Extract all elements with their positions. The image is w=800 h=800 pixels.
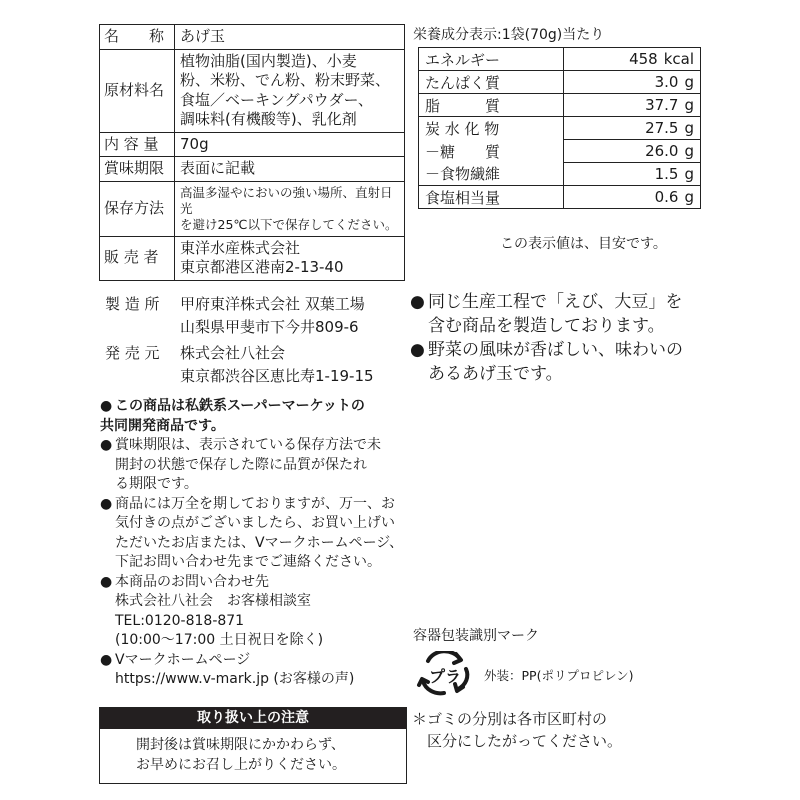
note-line: 本商品のお問い合わせ先 (115, 573, 269, 590)
maker-block (105, 293, 374, 388)
content-label: 内 容 量 (100, 132, 175, 157)
name-value: あげ玉 (175, 25, 405, 50)
info-row-best-before (100, 157, 405, 182)
handling-box (99, 707, 407, 784)
note-allergen (410, 290, 683, 338)
bullet-icon: ● (100, 651, 113, 668)
plastic-recycle-icon (414, 651, 476, 701)
nutrition-name: 炭 水 化 物 (419, 117, 564, 140)
homepage-url[interactable]: https://www.v-mark.jp (お客様の声) (115, 671, 355, 687)
info-row-content (100, 132, 405, 157)
storage-line: を避け25℃以下で保存してください。 (180, 216, 398, 232)
nutrition-name: たんぱく質 (419, 71, 564, 94)
handling-line: お早めにお召し上がりください。 (136, 757, 346, 773)
ingredients-value (175, 49, 405, 132)
info-row-ingredients (100, 49, 405, 132)
garbage-note (412, 708, 622, 752)
handling-title: 取り扱い上の注意 (100, 708, 406, 729)
package-mark-title: 容器包装識別マーク (413, 628, 539, 644)
nutrition-row (419, 71, 701, 94)
nutrition-value (564, 186, 701, 209)
note-line: この商品は私鉄系スーパーマーケットの (115, 398, 365, 414)
contact-hours: (10:00～17:00 土日祝日を除く) (115, 632, 324, 648)
right-notes (410, 290, 683, 386)
nutrition-amount: 26.0 (645, 142, 679, 160)
nutrition-footnote: この表示値は、目安です。 (500, 236, 667, 252)
content-value: 70g (175, 132, 405, 157)
nutrition-amount: 1.5 (654, 165, 679, 183)
seller-line: 東京都港区港南2-13-40 (180, 258, 344, 276)
product-info-table (99, 24, 405, 281)
note-private-brand (100, 397, 415, 436)
distributor-label: 発 売 元 (105, 344, 160, 362)
garbage-line: 区分にしたがってください。 (412, 732, 623, 750)
note-line: 含む商品を製造しております。 (428, 316, 665, 336)
nutrition-amount: 458 (629, 50, 658, 68)
nutrition-unit: g (684, 119, 694, 137)
note-quality (100, 495, 415, 573)
distributor-line: 株式会社八社会 (180, 344, 286, 362)
note-contact (100, 573, 415, 651)
note-line: 賞味期限は、表示されている保存方法で未 (115, 437, 381, 453)
ingredients-line: 植物油脂(国内製造)、小麦 (180, 51, 357, 70)
nutrition-amount: 0.6 (654, 188, 679, 206)
nutrition-name: －食物繊維 (419, 163, 564, 186)
nutrition-unit: g (684, 73, 694, 91)
bullet-icon: ● (100, 437, 113, 453)
contact-phone[interactable]: TEL:0120-818-871 (115, 612, 245, 629)
nutrition-value (564, 117, 701, 140)
bullet-icon: ● (100, 573, 113, 590)
plastic-recycle-label: プラ (428, 667, 462, 686)
bullet-icon: ● (410, 292, 425, 312)
nutrition-unit: g (684, 142, 694, 160)
nutrition-amount: 3.0 (654, 73, 679, 91)
note-line: 同じ生産工程で「えび、大豆」を (428, 292, 683, 312)
note-line: ただいたお店または、Vマークホームページ、 (115, 534, 404, 551)
note-best-before (100, 436, 415, 495)
package-material: 外装：PP(ポリプロピレン) (484, 668, 634, 683)
distributor-value (180, 342, 374, 388)
bullet-icon: ● (100, 495, 113, 512)
nutrition-value (564, 163, 701, 186)
note-homepage (100, 651, 415, 690)
storage-line: 高温多湿やにおいの強い場所、直射日光 (180, 184, 393, 216)
storage-label: 保存方法 (100, 181, 175, 236)
ingredients-line: 粉、米粉、でん粉、粉末野菜、 (180, 71, 391, 89)
nutrition-row (419, 140, 701, 163)
seller-label: 販 売 者 (100, 236, 175, 280)
name-label: 名 称 (100, 25, 175, 50)
note-line: 野菜の風味が香ばしい、味わいの (428, 340, 683, 360)
note-flavor (410, 338, 683, 386)
note-line: 共同開発商品です。 (100, 417, 225, 434)
note-line: 下記お問い合わせ先までご連絡ください。 (115, 554, 381, 570)
nutrition-row (419, 117, 701, 140)
nutrition-unit: g (684, 188, 694, 206)
nutrition-value (564, 94, 701, 117)
note-line: あるあげ玉です。 (428, 364, 563, 384)
note-line: る期限です。 (115, 476, 198, 492)
bullet-icon: ● (100, 398, 113, 414)
factory-value (180, 293, 365, 339)
factory-line: 甲府東洋株式会社 双葉工場 (180, 295, 365, 313)
nutrition-unit: kcal (663, 50, 694, 68)
info-row-storage (100, 181, 405, 236)
ingredients-line: 調味料(有機酸等)、乳化剤 (180, 110, 357, 128)
seller-value (175, 236, 405, 280)
factory-line: 山梨県甲斐市下今井809-6 (180, 318, 359, 336)
nutrition-name: エネルギー (419, 48, 564, 71)
note-line: 開封の状態で保存した際に品質が保たれ (115, 456, 367, 473)
contact-company: 株式会社八社会 お客様相談室 (115, 593, 311, 609)
nutrition-name: －糖 質 (419, 140, 564, 163)
distributor-line: 東京都渋谷区恵比寿1-19-15 (180, 367, 374, 385)
nutrition-amount: 27.5 (645, 119, 679, 137)
seller-line: 東洋水産株式会社 (180, 238, 301, 257)
best-before-label: 賞味期限 (100, 157, 175, 182)
ingredients-label: 原材料名 (100, 49, 175, 132)
note-line: Vマークホームページ (115, 651, 251, 668)
factory-row (105, 293, 374, 339)
nutrition-value (564, 71, 701, 94)
note-line: 気付きの点がございましたら、お買い上げい (115, 515, 395, 531)
note-line: 商品には万全を期しておりますが、万一、お (115, 495, 395, 512)
nutrition-value (564, 140, 701, 163)
info-row-name (100, 25, 405, 50)
info-row-seller (100, 236, 405, 280)
nutrition-value (564, 48, 701, 71)
distributor-row (105, 342, 374, 388)
nutrition-name: 脂 質 (419, 94, 564, 117)
nutrition-amount: 37.7 (645, 96, 679, 114)
nutrition-title: 栄養成分表示:1袋(70g)当たり (413, 27, 605, 43)
storage-value (175, 181, 405, 236)
nutrition-name: 食塩相当量 (419, 186, 564, 209)
garbage-line: ＊ゴミの分別は各市区町村の (412, 710, 608, 728)
notes-block (100, 397, 415, 690)
nutrition-row (419, 186, 701, 209)
nutrition-row (419, 48, 701, 71)
nutrition-unit: g (684, 165, 694, 183)
factory-label: 製 造 所 (105, 295, 160, 313)
handling-line: 開封後は賞味期限にかかわらず、 (136, 737, 345, 753)
nutrition-row (419, 163, 701, 186)
nutrition-unit: g (684, 96, 694, 114)
best-before-value: 表面に記載 (175, 157, 405, 182)
nutrition-row (419, 94, 701, 117)
bullet-icon: ● (410, 340, 425, 360)
handling-body (100, 729, 406, 783)
nutrition-table (418, 47, 701, 209)
ingredients-line: 食塩／ベーキングパウダー、 (180, 90, 373, 109)
